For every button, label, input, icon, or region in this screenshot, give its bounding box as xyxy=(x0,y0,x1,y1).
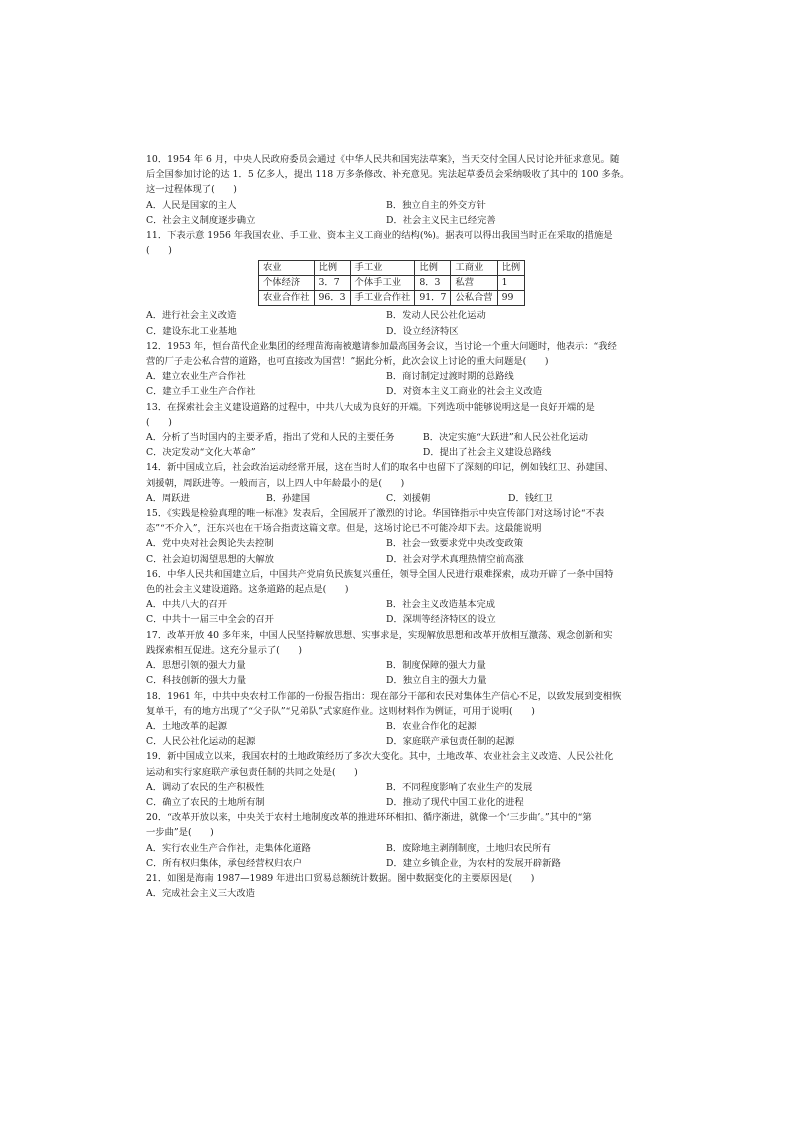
table-row xyxy=(259,291,525,306)
option-c: C．科技创新的强大力量 xyxy=(146,675,247,687)
table-cell: 公私合营 xyxy=(451,291,497,306)
table-cell: 8．3 xyxy=(415,276,451,291)
question-stem: 13．在探索社会主义建设道路的过程中，中共八大成为良好的开端。下列选项中能够说明这是一良好开端的是 xyxy=(146,401,595,413)
option-c: C．人民公社化运动的起源 xyxy=(146,736,256,748)
question-19 xyxy=(146,749,656,810)
option-a: A．人民是国家的主人 xyxy=(146,199,237,211)
table-row xyxy=(259,261,525,276)
question-stem: 15．《实践是检验真理的唯一标准》发表后，全国展开了激烈的讨论。华国锋指示中央宣传部门对这场讨论“不表 xyxy=(146,508,605,520)
option-a: A．进行社会主义改造 xyxy=(146,310,237,322)
option-c: C．中共十一届三中全会的召开 xyxy=(146,614,274,626)
option-c: C．刘援朝 xyxy=(386,492,431,504)
option-b: B．发动人民公社化运动 xyxy=(386,310,486,322)
option-a: A．中共八大的召开 xyxy=(146,599,228,611)
question-stem: 态”“不介入”，汪东兴也在干场合指责这篇文章。但是，这场讨论已不可能冷却下去。这最能说明 xyxy=(146,523,542,535)
option-d: D．深圳等经济特区的设立 xyxy=(386,614,496,626)
option-d: D．独立自主的强大力量 xyxy=(386,675,487,687)
question-stem: 14．新中国成立后，社会政治运动经常开展，这在当时人们的取名中也留下了深刻的印记，例如钱红卫、孙建国、 xyxy=(146,462,614,474)
option-d: D．设立经济特区 xyxy=(386,325,459,337)
option-d: D．推动了现代中国工业化的进程 xyxy=(386,796,524,808)
option-b: B．不同程度影响了农业生产的发展 xyxy=(386,781,533,793)
option-b: B．社会主义改造基本完成 xyxy=(386,599,496,611)
option-c: C．社会主义制度逐步确立 xyxy=(146,214,256,226)
question-stem: 18．1961 年，中共中央农村工作部的一份报告指出：现在部分干部和农民对集体生产信心不足，以致发展到变相恢 xyxy=(146,690,622,702)
question-stem: 色的社会主义建设道路。这条道路的起点是( ) xyxy=(146,584,349,596)
question-stem: 17．改革开放 40 多年来，中国人民坚持解放思想、实事求是，实现解放思想和改革开放相互激荡、观念创新和实 xyxy=(146,629,613,641)
question-16 xyxy=(146,567,656,628)
question-stem: 复单干，有的地方出现了“父子队”“兄弟队”式家庭作业。这则材料作为例证，可用于说明( ) xyxy=(146,705,535,717)
question-10 xyxy=(146,152,656,228)
table-cell: 手工业合作社 xyxy=(350,291,415,306)
question-15 xyxy=(146,506,656,567)
question-12 xyxy=(146,339,656,400)
question-stem: 这一过程体现了( ) xyxy=(146,184,237,196)
question-stem: 营的厂子走公私合营的道路，也可直接改为国营！”据此分析，此次会议上讨论的重大问题是( ) xyxy=(146,356,549,368)
question-stem: 11．下表示意 1956 年我国农业、手工业、资本主义工商业的结构(%)。据表可以得出我国当时正在采取的措施是 xyxy=(146,230,613,242)
question-13 xyxy=(146,400,656,461)
option-d: D．社会主义民主已经完善 xyxy=(386,214,496,226)
question-stem: 后全国参加讨论的达 1．5 亿多人，提出 118 万多条修改、补充意见。宪法起草委员会采纳吸收了其中的 100 多条。 xyxy=(146,169,630,181)
option-a: A．党中央对社会舆论失去控制 xyxy=(146,538,274,550)
option-b: B．决定实施“大跃进”和人民公社化运动 xyxy=(422,432,588,444)
table-cell: 农业 xyxy=(259,261,315,276)
table-cell: 私营 xyxy=(451,276,497,291)
table-cell: 比例 xyxy=(415,261,451,276)
option-d: D．建立乡镇企业，为农村的发展开辟新路 xyxy=(386,857,561,869)
option-a: A．思想引领的强大力量 xyxy=(146,660,246,672)
economy-structure-table xyxy=(258,260,525,306)
table-cell: 农业合作社 xyxy=(259,291,315,306)
question-17 xyxy=(146,628,656,689)
question-stem: 践探索相互促进。这充分显示了( ) xyxy=(146,644,303,656)
option-b: B．商讨制定过渡时期的总路线 xyxy=(386,371,514,383)
option-c: C．社会迫切渴望思想的大解放 xyxy=(146,553,274,565)
option-c: C．建设东北工业基地 xyxy=(146,325,237,337)
exam-page xyxy=(146,152,656,901)
question-stem: 一步曲”是( ) xyxy=(146,827,214,839)
question-stem: 19．新中国成立以来，我国农村的土地政策经历了多次大变化。其中，土地改革、农业社会主义改造、人民公社化 xyxy=(146,751,614,763)
table-row xyxy=(259,276,525,291)
table-cell: 手工业 xyxy=(350,261,415,276)
option-a: A．建立农业生产合作社 xyxy=(146,371,246,383)
option-c: C．确立了农民的土地所有制 xyxy=(146,796,265,808)
option-b: B．独立自主的外交方针 xyxy=(386,199,486,211)
option-d: D．家庭联产承包责任制的起源 xyxy=(386,736,515,748)
option-d: D．对资本主义工商业的社会主义改造 xyxy=(386,386,543,398)
table-cell: 比例 xyxy=(314,261,350,276)
table-cell: 3．7 xyxy=(314,276,350,291)
question-21 xyxy=(146,871,656,901)
option-b: B．废除地主剥削制度，土地归农民所有 xyxy=(386,842,551,854)
question-stem: 21．如图是海南 1987—1989 年进出口贸易总额统计数据。图中数据变化的主要原因是( ) xyxy=(146,872,535,884)
option-b: B．制度保障的强大力量 xyxy=(386,660,486,672)
question-stem: 12．1953 年，恒台苗代企业集团的经理苗海南被邀请参加最高国务会议，当讨论一个重大问题时，他表示：“我经 xyxy=(146,340,617,352)
option-d: D．社会对学术真理热情空前高涨 xyxy=(386,553,524,565)
option-c: C．所有权归集体，承包经营权归农户 xyxy=(146,857,302,869)
option-c: C．决定发动“文化大革命” xyxy=(146,447,256,459)
option-d: D．钱红卫 xyxy=(508,492,553,504)
option-a: A．调动了农民的生产积极性 xyxy=(146,781,265,793)
question-stem: 16．中华人民共和国建立后，中国共产党肩负民族复兴重任，领导全国人民进行艰难探索，成功开辟了一条中国特 xyxy=(146,568,614,580)
table-cell: 比例 xyxy=(497,261,525,276)
question-18 xyxy=(146,689,656,750)
table-cell: 96．3 xyxy=(314,291,350,306)
option-b: B．孙建国 xyxy=(266,492,311,504)
option-a: A．周跃进 xyxy=(146,492,190,504)
option-c: C．建立手工业生产合作社 xyxy=(146,386,256,398)
question-stem: ( ) xyxy=(146,245,172,257)
question-stem: 10．1954 年 6 月，中央人民政府委员会通过《中华人民共和国宪法草案》，当天交付全国人民讨论并征求意见。随 xyxy=(146,154,620,165)
question-stem: 运动和实行家庭联产承包责任制的共同之处是( ) xyxy=(146,766,358,778)
option-a: A．土地改革的起源 xyxy=(146,720,228,732)
option-a: A．实行农业生产合作社，走集体化道路 xyxy=(146,842,311,854)
question-stem: 刘援朝，周跃进等。一般而言，以上四人中年龄最小的是( ) xyxy=(146,477,405,489)
option-a: A．完成社会主义三大改造 xyxy=(146,888,255,900)
question-stem: ( ) xyxy=(146,416,172,428)
table-cell: 个体手工业 xyxy=(350,276,415,291)
table-cell: 个体经济 xyxy=(259,276,315,291)
question-11 xyxy=(146,228,656,339)
option-b: B．农业合作化的起源 xyxy=(386,720,477,732)
table-cell: 91．7 xyxy=(415,291,451,306)
table-cell: 工商业 xyxy=(451,261,497,276)
option-b: B．社会一致要求党中央改变政策 xyxy=(386,538,523,550)
option-a: A．分析了当时国内的主要矛盾，指出了党和人民的主要任务 xyxy=(146,432,395,444)
option-d: D．提出了社会主义建设总路线 xyxy=(422,447,552,459)
table-cell: 99 xyxy=(497,291,525,306)
table-cell: 1 xyxy=(497,276,525,291)
question-14 xyxy=(146,460,656,506)
question-stem: 20．“改革开放以来，中央关于农村土地制度改革的推进环环相扣、循序渐进，就像一个‘三步曲’。”其中的“第 xyxy=(146,812,592,824)
question-20 xyxy=(146,810,656,871)
